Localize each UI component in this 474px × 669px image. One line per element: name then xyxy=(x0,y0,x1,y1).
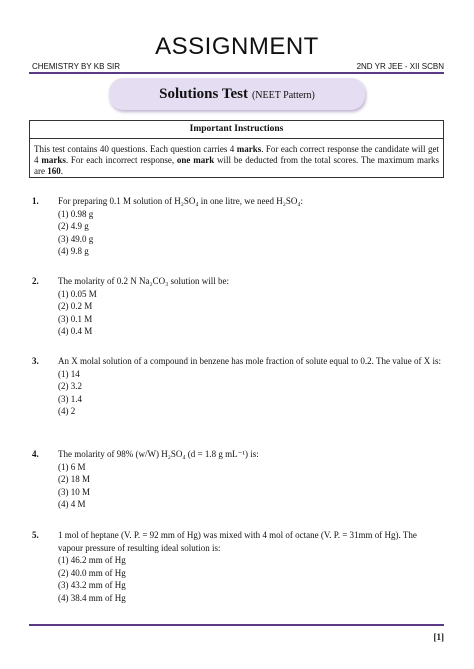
document-title: ASSIGNMENT xyxy=(155,33,319,60)
option-4: (4) 38.4 mm of Hg xyxy=(58,592,126,603)
instr-bold-3: one mark xyxy=(176,155,215,165)
question-5 xyxy=(32,529,444,604)
option-2: (2) 18 M xyxy=(58,474,90,484)
header-rule xyxy=(29,72,444,74)
test-banner xyxy=(109,78,365,110)
option-4: (4) 4 M xyxy=(58,499,86,509)
question-2 xyxy=(32,275,444,338)
instr-bold-1: marks xyxy=(236,144,262,154)
instr-text-4: will be deducted from the total scores. The maximum marks are xyxy=(34,155,439,176)
instr-bold-2: marks xyxy=(41,155,66,165)
class-label: 2ND YR JEE - XII SCBN xyxy=(356,62,444,71)
question-number: 5. xyxy=(32,530,39,540)
option-3: (3) 10 M xyxy=(58,486,90,497)
instr-text-5: . xyxy=(60,166,63,176)
option-4: (4) 2 xyxy=(58,406,76,416)
option-1: (1) 6 M xyxy=(58,461,86,472)
question-text: For preparing 0.1 M solution of H₂SO₄ in one litre, we need H₂SO₄: xyxy=(58,196,304,206)
instr-bold-4: 160 xyxy=(47,166,61,176)
question-1 xyxy=(32,195,444,258)
question-number: 4. xyxy=(32,449,39,459)
option-3: (3) 43.2 mm of Hg xyxy=(58,580,126,590)
option-1: (1) 46.2 mm of Hg xyxy=(58,555,126,565)
option-1: (1) 0.98 g xyxy=(58,208,94,219)
instr-text-3: . For each incorrect response, xyxy=(65,155,177,165)
instructions-divider xyxy=(30,138,443,139)
option-4: (4) 9.8 g xyxy=(58,246,89,256)
instr-text-2: . For each correct response the candidate will get 4 xyxy=(34,144,439,165)
question-3 xyxy=(32,355,444,418)
question-text: The molarity of 98% (w/W) H₂SO₄ (d = 1.8 g mL⁻¹) is: xyxy=(58,449,259,459)
page-number: [1] xyxy=(433,632,444,642)
question-text: The molarity of 0.2 N Na₂CO₃ solution will be: xyxy=(58,276,230,286)
option-3: (3) 0.1 M xyxy=(58,313,93,324)
option-1: (1) 0.05 M xyxy=(58,288,97,299)
option-3: (3) 1.4 xyxy=(58,393,82,404)
test-title: Solutions Test xyxy=(159,85,248,102)
question-text: An X molal solution of a compound in benzene has mole fraction of solute equal to 0.2. The value of X is: xyxy=(58,356,441,366)
question-text: 1 mol of heptane (V. P. = 92 mm of Hg) was mixed with 4 mol of octane (V. P. = 31mm of Hg). The vapour pressure of resulting ideal solution is: xyxy=(58,530,417,553)
subject-label: CHEMISTRY BY KB SIR xyxy=(32,62,121,71)
question-number: 3. xyxy=(32,356,39,366)
option-4: (4) 0.4 M xyxy=(58,326,93,336)
option-1: (1) 14 xyxy=(58,368,80,379)
question-number: 2. xyxy=(32,276,39,286)
option-2: (2) 4.9 g xyxy=(58,221,89,231)
instructions-text xyxy=(34,144,439,177)
footer-rule xyxy=(29,624,444,626)
option-2: (2) 0.2 M xyxy=(58,301,93,311)
instr-text-1: This test contains 40 questions. Each question carries 4 xyxy=(34,144,237,154)
question-number: 1. xyxy=(32,196,39,206)
test-pattern: (NEET Pattern) xyxy=(251,89,315,101)
option-2: (2) 3.2 xyxy=(58,381,82,391)
option-2: (2) 40.0 mm of Hg xyxy=(58,567,126,578)
instructions-box xyxy=(29,120,444,178)
option-3: (3) 49.0 g xyxy=(58,233,94,244)
question-4 xyxy=(32,448,444,511)
instructions-heading: Important Instructions xyxy=(189,124,284,134)
